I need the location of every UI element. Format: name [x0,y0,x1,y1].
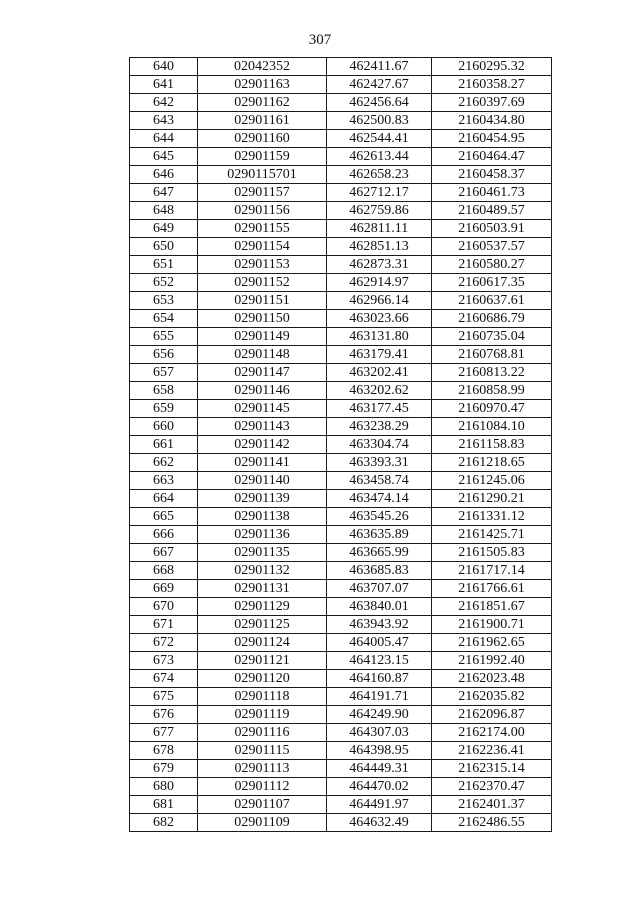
point-number-cell: 659 [130,400,198,418]
table-row [130,292,552,310]
point-id-cell: 02901154 [198,238,327,256]
point-id-cell: 02901115 [198,742,327,760]
point-id-cell: 02901131 [198,580,327,598]
easting-cell: 464191.71 [327,688,432,706]
point-number-cell: 643 [130,112,198,130]
table-row [130,454,552,472]
point-number-cell: 649 [130,220,198,238]
easting-cell: 464449.31 [327,760,432,778]
northing-cell: 2161158.83 [432,436,552,454]
easting-cell: 463131.80 [327,328,432,346]
point-number-cell: 671 [130,616,198,634]
easting-cell: 463635.89 [327,526,432,544]
easting-cell: 464123.15 [327,652,432,670]
point-id-cell: 02901120 [198,670,327,688]
northing-cell: 2162401.37 [432,796,552,814]
point-number-cell: 655 [130,328,198,346]
point-number-cell: 670 [130,598,198,616]
point-number-cell: 658 [130,382,198,400]
point-id-cell: 02901163 [198,76,327,94]
northing-cell: 2160686.79 [432,310,552,328]
point-id-cell: 02901107 [198,796,327,814]
northing-cell: 2160580.27 [432,256,552,274]
easting-cell: 464249.90 [327,706,432,724]
table-row [130,148,552,166]
point-id-cell: 02901132 [198,562,327,580]
table-row [130,400,552,418]
northing-cell: 2161425.71 [432,526,552,544]
point-number-cell: 672 [130,634,198,652]
northing-cell: 2160464.47 [432,148,552,166]
point-id-cell: 02901161 [198,112,327,130]
point-id-cell: 02901145 [198,400,327,418]
easting-cell: 462456.64 [327,94,432,112]
table-row [130,94,552,112]
point-id-cell: 02901136 [198,526,327,544]
northing-cell: 2161766.61 [432,580,552,598]
point-id-cell: 02042352 [198,58,327,76]
point-number-cell: 647 [130,184,198,202]
northing-cell: 2162023.48 [432,670,552,688]
easting-cell: 464307.03 [327,724,432,742]
point-number-cell: 646 [130,166,198,184]
point-id-cell: 02901141 [198,454,327,472]
point-number-cell: 644 [130,130,198,148]
easting-cell: 464160.87 [327,670,432,688]
table-row [130,760,552,778]
northing-cell: 2160454.95 [432,130,552,148]
table-row [130,166,552,184]
point-number-cell: 673 [130,652,198,670]
table-row [130,256,552,274]
table-row [130,526,552,544]
table-row [130,706,552,724]
table-row [130,472,552,490]
point-id-cell: 02901162 [198,94,327,112]
easting-cell: 463238.29 [327,418,432,436]
easting-cell: 464398.95 [327,742,432,760]
point-number-cell: 666 [130,526,198,544]
page-number: 307 [308,32,332,48]
easting-cell: 462500.83 [327,112,432,130]
point-number-cell: 681 [130,796,198,814]
easting-cell: 464005.47 [327,634,432,652]
table-row [130,310,552,328]
table-row [130,328,552,346]
easting-cell: 462613.44 [327,148,432,166]
northing-cell: 2160858.99 [432,382,552,400]
point-number-cell: 660 [130,418,198,436]
northing-cell: 2161505.83 [432,544,552,562]
northing-cell: 2161084.10 [432,418,552,436]
point-id-cell: 02901142 [198,436,327,454]
point-number-cell: 663 [130,472,198,490]
easting-cell: 464470.02 [327,778,432,796]
point-number-cell: 662 [130,454,198,472]
easting-cell: 462851.13 [327,238,432,256]
northing-cell: 2160489.57 [432,202,552,220]
point-id-cell: 02901156 [198,202,327,220]
table-row [130,508,552,526]
northing-cell: 2162096.87 [432,706,552,724]
table-row [130,58,552,76]
point-number-cell: 657 [130,364,198,382]
point-number-cell: 669 [130,580,198,598]
point-number-cell: 679 [130,760,198,778]
table-row [130,238,552,256]
point-id-cell: 0290115701 [198,166,327,184]
table-row [130,544,552,562]
easting-cell: 463393.31 [327,454,432,472]
northing-cell: 2160503.91 [432,220,552,238]
easting-cell: 463474.14 [327,490,432,508]
northing-cell: 2161290.21 [432,490,552,508]
point-id-cell: 02901152 [198,274,327,292]
point-id-cell: 02901129 [198,598,327,616]
point-id-cell: 02901160 [198,130,327,148]
easting-cell: 462658.23 [327,166,432,184]
point-id-cell: 02901109 [198,814,327,832]
easting-cell: 464491.97 [327,796,432,814]
northing-cell: 2161717.14 [432,562,552,580]
easting-cell: 463179.41 [327,346,432,364]
northing-cell: 2161331.12 [432,508,552,526]
easting-cell: 462427.67 [327,76,432,94]
point-number-cell: 676 [130,706,198,724]
table-row [130,418,552,436]
point-number-cell: 656 [130,346,198,364]
table-body [130,58,552,832]
point-number-cell: 661 [130,436,198,454]
easting-cell: 462712.17 [327,184,432,202]
point-id-cell: 02901147 [198,364,327,382]
point-id-cell: 02901150 [198,310,327,328]
easting-cell: 463707.07 [327,580,432,598]
table-row [130,634,552,652]
point-id-cell: 02901118 [198,688,327,706]
point-id-cell: 02901121 [198,652,327,670]
point-number-cell: 648 [130,202,198,220]
northing-cell: 2161851.67 [432,598,552,616]
point-number-cell: 677 [130,724,198,742]
easting-cell: 463840.01 [327,598,432,616]
easting-cell: 462914.97 [327,274,432,292]
point-id-cell: 02901119 [198,706,327,724]
northing-cell: 2160397.69 [432,94,552,112]
point-id-cell: 02901135 [198,544,327,562]
point-id-cell: 02901113 [198,760,327,778]
point-id-cell: 02901148 [198,346,327,364]
table-row [130,382,552,400]
point-number-cell: 645 [130,148,198,166]
easting-cell: 463177.45 [327,400,432,418]
easting-cell: 463202.41 [327,364,432,382]
point-number-cell: 641 [130,76,198,94]
easting-cell: 462544.41 [327,130,432,148]
table-row [130,220,552,238]
easting-cell: 462873.31 [327,256,432,274]
northing-cell: 2162035.82 [432,688,552,706]
point-number-cell: 650 [130,238,198,256]
northing-cell: 2162174.00 [432,724,552,742]
northing-cell: 2160637.61 [432,292,552,310]
point-number-cell: 674 [130,670,198,688]
point-number-cell: 642 [130,94,198,112]
point-number-cell: 651 [130,256,198,274]
easting-cell: 463943.92 [327,616,432,634]
northing-cell: 2160768.81 [432,346,552,364]
point-number-cell: 652 [130,274,198,292]
table-row [130,202,552,220]
northing-cell: 2162315.14 [432,760,552,778]
easting-cell: 463023.66 [327,310,432,328]
point-number-cell: 654 [130,310,198,328]
northing-cell: 2160434.80 [432,112,552,130]
point-number-cell: 653 [130,292,198,310]
point-number-cell: 640 [130,58,198,76]
point-id-cell: 02901159 [198,148,327,166]
point-id-cell: 02901149 [198,328,327,346]
point-id-cell: 02901139 [198,490,327,508]
northing-cell: 2161900.71 [432,616,552,634]
table-row [130,436,552,454]
point-id-cell: 02901138 [198,508,327,526]
table-row [130,616,552,634]
coordinates-table [129,57,552,832]
point-id-cell: 02901124 [198,634,327,652]
table-row [130,130,552,148]
easting-cell: 462811.11 [327,220,432,238]
point-number-cell: 682 [130,814,198,832]
northing-cell: 2160458.37 [432,166,552,184]
easting-cell: 463202.62 [327,382,432,400]
table-row [130,598,552,616]
table-row [130,364,552,382]
point-id-cell: 02901116 [198,724,327,742]
point-number-cell: 667 [130,544,198,562]
table-row [130,112,552,130]
easting-cell: 464632.49 [327,814,432,832]
northing-cell: 2160617.35 [432,274,552,292]
table-row [130,562,552,580]
northing-cell: 2162370.47 [432,778,552,796]
point-number-cell: 680 [130,778,198,796]
point-number-cell: 678 [130,742,198,760]
point-id-cell: 02901153 [198,256,327,274]
northing-cell: 2161992.40 [432,652,552,670]
northing-cell: 2160537.57 [432,238,552,256]
point-id-cell: 02901155 [198,220,327,238]
table-row [130,688,552,706]
point-id-cell: 02901140 [198,472,327,490]
easting-cell: 462966.14 [327,292,432,310]
easting-cell: 462759.86 [327,202,432,220]
table-row [130,742,552,760]
point-number-cell: 668 [130,562,198,580]
table-row [130,346,552,364]
northing-cell: 2160461.73 [432,184,552,202]
point-number-cell: 675 [130,688,198,706]
easting-cell: 463304.74 [327,436,432,454]
table-row [130,670,552,688]
northing-cell: 2160735.04 [432,328,552,346]
table-row [130,184,552,202]
northing-cell: 2160295.32 [432,58,552,76]
table-row [130,778,552,796]
northing-cell: 2160813.22 [432,364,552,382]
northing-cell: 2161245.06 [432,472,552,490]
easting-cell: 463458.74 [327,472,432,490]
easting-cell: 462411.67 [327,58,432,76]
northing-cell: 2160970.47 [432,400,552,418]
point-id-cell: 02901143 [198,418,327,436]
point-id-cell: 02901151 [198,292,327,310]
easting-cell: 463545.26 [327,508,432,526]
point-number-cell: 664 [130,490,198,508]
northing-cell: 2161218.65 [432,454,552,472]
northing-cell: 2162486.55 [432,814,552,832]
table-row [130,490,552,508]
table-row [130,814,552,832]
table-row [130,652,552,670]
point-id-cell: 02901146 [198,382,327,400]
easting-cell: 463685.83 [327,562,432,580]
table-row [130,76,552,94]
northing-cell: 2160358.27 [432,76,552,94]
northing-cell: 2162236.41 [432,742,552,760]
easting-cell: 463665.99 [327,544,432,562]
table-row [130,580,552,598]
point-id-cell: 02901112 [198,778,327,796]
northing-cell: 2161962.65 [432,634,552,652]
table-row [130,724,552,742]
point-id-cell: 02901157 [198,184,327,202]
point-id-cell: 02901125 [198,616,327,634]
table-row [130,796,552,814]
table-row [130,274,552,292]
point-number-cell: 665 [130,508,198,526]
